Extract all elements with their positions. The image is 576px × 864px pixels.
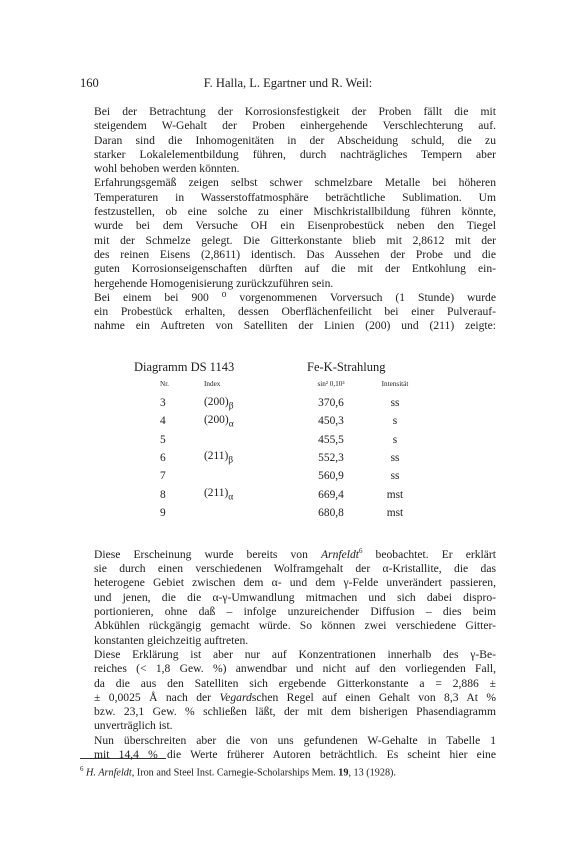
table-header-row — [160, 378, 418, 394]
page-header — [80, 76, 496, 92]
table-row — [160, 504, 418, 522]
cell-index — [204, 485, 290, 503]
page-number: 160 — [80, 76, 99, 90]
text-line: des reinen Eisens (2,8611) identisch. Das Aussehen der Probe und die — [94, 247, 496, 261]
cell-intensity: s — [392, 415, 398, 428]
text-line: mit 14,4 % die Werte früherer Autoren beträchtlich. Es scheint hier eine — [94, 748, 496, 762]
text-line: sie durch einen verschiedenen Wolframgehalt der α-Kristallite, die das — [94, 562, 496, 576]
header-index: Index — [204, 380, 221, 388]
author-name: Vegard — [219, 690, 252, 704]
cell-intensity: mst — [386, 506, 404, 519]
footnote — [80, 765, 496, 778]
cell-index — [204, 504, 290, 522]
text-line: guten Korrosionseigenschaften dürften auf die mit der Entkohlung ein- — [94, 262, 496, 276]
text-line: Bei einem bei 900 ⁰ vorgenommenen Vorversuch (1 Stunde) wurde — [94, 290, 496, 304]
text-segment: ± 0,0025 Å nach der — [94, 690, 220, 704]
running-title: F. Halla, L. Egartner und R. Weil: — [203, 76, 373, 90]
text-line: Erfahrungsgemäß zeigen selbst schwer schmelzbare Metalle bei höheren — [94, 176, 496, 190]
footnote-volume: 19 — [338, 767, 349, 779]
footnote-marker: 6 — [80, 765, 84, 773]
cell-nr: 9 — [160, 506, 166, 519]
cell-sin: 370,6 — [318, 397, 344, 410]
header-nr: Nr. — [160, 380, 169, 388]
cell-sin: 560,9 — [318, 470, 344, 483]
cell-sin: 552,3 — [318, 452, 344, 465]
text-line: hergehende Homogenisierung zurückzuführen sein. — [94, 276, 334, 290]
index-value: (211) — [204, 486, 229, 499]
text-line: Daran sind die Inhomogenitäten in der Abscheidung schuld, die zu — [94, 133, 496, 147]
text-line: da die aus den Satelliten sich ergebende Gitterkonstante a = 2,886 ± — [94, 676, 496, 690]
cell-sin: 680,8 — [318, 506, 344, 519]
cell-nr: 6 — [160, 452, 166, 465]
text-line — [80, 691, 496, 705]
radiation-label: Fe-K-Strahlung — [307, 360, 386, 374]
index-value: (211) — [204, 450, 229, 463]
text-line: Diese Erklärung ist aber nur auf Konzentrationen innerhalb des γ-Be- — [94, 647, 496, 661]
text-segment: Diese Erscheinung wurde bereits von — [94, 547, 321, 561]
cell-nr: 8 — [160, 488, 166, 501]
bottom-text-block — [80, 544, 496, 762]
text-line: steigendem W-Gehalt der Proben einhergehende Verschlechterung auf. — [94, 119, 496, 133]
text-line: starker Lokalelementbildung führen, durch nachträgliches Tempern aber — [94, 147, 496, 161]
index-value: (200) — [204, 395, 229, 408]
text-line: wohl behoben werden könnten. — [94, 162, 240, 176]
text-line: heterogene Gebiet zwischen dem α- und dem γ-Felde unverändert passieren, — [94, 576, 496, 590]
footnote-ref: 6 — [358, 547, 363, 555]
text-line: Abkühlen rückgängig gemacht würde. So können zwei verschiedene Gitter- — [94, 619, 496, 633]
text-line: mit der Schmelze gelegt. Die Gitterkonstante blieb mit 2,8612 mit der — [94, 233, 496, 247]
text-line: nahme ein Auftreten von Satelliten der Linien (200) und (211) zeigte: — [94, 319, 496, 333]
cell-index — [204, 467, 290, 485]
table-row — [160, 394, 418, 412]
text-line: ein Probestück erhalten, dessen Oberflächenfeilicht bei einer Pulverauf- — [94, 305, 496, 319]
table-row — [160, 449, 418, 467]
table-row — [160, 485, 418, 503]
table-row — [160, 412, 418, 430]
cell-sin: 450,3 — [318, 415, 344, 428]
table-row — [160, 467, 418, 485]
footnote-rest: , 13 (1928). — [348, 767, 396, 779]
text-segment: beobachtet. Er erklärt — [362, 547, 496, 561]
cell-intensity: ss — [390, 397, 400, 410]
text-line: konstanten gleichzeitig auftreten. — [94, 633, 249, 647]
paragraph-corrosion — [80, 105, 496, 176]
footnote-divider — [80, 758, 166, 759]
diffraction-table — [160, 378, 418, 522]
cell-sin: 669,4 — [318, 488, 344, 501]
cell-intensity: s — [392, 433, 398, 446]
footnote-text: , Iron and Steel Inst. Carnegie-Scholarships Mem. — [131, 767, 339, 779]
cell-index — [204, 412, 290, 430]
text-line: Bei der Betrachtung der Korrosionsfestigkeit der Proben fällt die mit — [94, 105, 496, 118]
cell-intensity: ss — [390, 470, 400, 483]
table-row — [160, 431, 418, 449]
text-line: Temperaturen in Wasserstoffatmosphäre beträchtliche Sublimation. Um — [94, 190, 496, 204]
author-name: Arnfeldt — [320, 547, 359, 561]
header-intensity: Intensität — [381, 380, 409, 388]
header-sin: sin² 0,10³ — [317, 380, 345, 388]
text-line: Nun überschreiten aber die von uns gefundenen W-Gehalte in Tabelle 1 — [94, 733, 496, 747]
footnote-author: H. Arnfeldt — [86, 767, 132, 779]
cell-nr: 3 — [160, 397, 166, 410]
index-subscript: β — [228, 455, 234, 466]
diagram-label: Diagramm DS 1143 — [134, 360, 235, 374]
cell-intensity: mst — [386, 488, 404, 501]
cell-index — [204, 431, 290, 449]
index-subscript: β — [228, 400, 234, 411]
text-line: wurde bei dem Versuche OH ein Eisenprobestück neben den Tiegel — [94, 219, 496, 233]
cell-nr: 7 — [160, 470, 166, 483]
cell-index — [204, 449, 290, 467]
text-segment: schen Regel auf einen Gehalt von 8,3 At % — [251, 690, 496, 704]
text-line: unverträglich ist. — [94, 719, 173, 733]
text-line: bzw. 23,1 Gew. % schließen läßt, der mit dem bisherigen Phasendiagramm — [94, 705, 496, 719]
text-line: portionieren, ohne daß – infolge unzureichender Diffusion – dies beim — [94, 605, 496, 619]
paragraph-pretest — [80, 291, 496, 334]
text-line — [80, 544, 496, 562]
text-line: reiches (< 1,8 Gew. %) anwendbar und nicht auf den vorliegenden Fall, — [94, 662, 496, 676]
text-line: und jenen, die die α-γ-Umwandlung mitmachen und sich dabei dispro- — [94, 590, 496, 604]
text-line: festzustellen, ob eine solche zu einer Mischkristallbildung führen könnte, — [94, 205, 496, 219]
cell-nr: 4 — [160, 415, 166, 428]
paragraph-explanation — [80, 648, 496, 734]
cell-nr: 5 — [160, 433, 166, 446]
paragraph-arnfeldt — [80, 544, 496, 648]
top-text-block — [80, 105, 496, 334]
cell-index — [204, 394, 290, 412]
index-subscript: α — [228, 492, 234, 503]
index-subscript: α — [228, 419, 234, 430]
paragraph-sublimation — [80, 176, 496, 290]
cell-sin: 455,5 — [318, 433, 344, 446]
cell-intensity: ss — [390, 452, 400, 465]
index-value: (200) — [204, 413, 229, 426]
